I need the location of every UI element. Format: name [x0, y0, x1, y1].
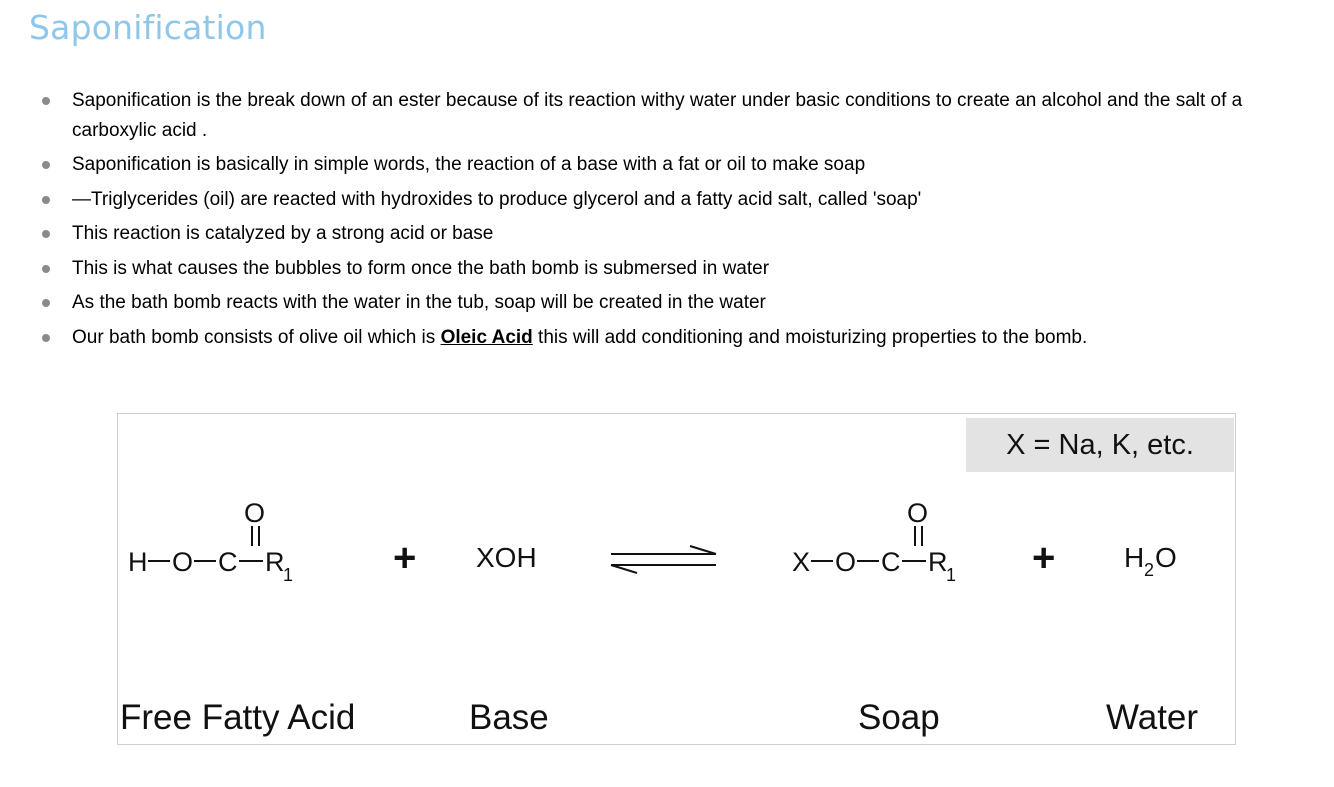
subscript: 1	[946, 565, 957, 585]
reaction-equation	[118, 414, 1237, 746]
bullet-text-after: this will add conditioning and moisturizing properties to the bomb.	[532, 326, 1088, 348]
saponification-reaction-figure	[117, 413, 1236, 745]
page-title: Saponification	[29, 8, 267, 47]
list-item	[0, 150, 1334, 180]
list-item	[0, 254, 1334, 284]
atom-x: X	[792, 547, 811, 577]
atom-o: O	[835, 547, 857, 577]
soap-structure	[792, 498, 956, 585]
bullet-dot	[42, 97, 50, 105]
bullet-dot	[42, 230, 50, 238]
label-free-fatty-acid: Free Fatty Acid	[120, 698, 356, 737]
label-soap: Soap	[858, 698, 940, 737]
list-item	[0, 185, 1334, 215]
atom-o: O	[172, 547, 194, 577]
atom-o: O	[1155, 542, 1177, 573]
atom-c: C	[881, 547, 901, 577]
base-formula: XOH	[476, 542, 537, 573]
bullet-text: —Triglycerides (oil) are reacted with hydroxides to produce glycerol and a fatty acid salt, called 'soap'	[72, 188, 922, 210]
legend-box: X = Na, K, etc.	[966, 418, 1234, 472]
label-water: Water	[1106, 698, 1199, 737]
plus-sign: +	[393, 536, 417, 580]
bullet-text-before: Our bath bomb consists of olive oil which is	[72, 326, 441, 348]
list-item	[0, 323, 1334, 353]
subscript: 1	[283, 565, 294, 585]
atom-carbonyl-o: O	[907, 498, 929, 528]
equilibrium-arrow-icon	[611, 546, 716, 573]
list-item	[0, 288, 1334, 318]
bullet-list	[0, 86, 1334, 357]
atom-carbonyl-o: O	[244, 498, 266, 528]
atom-r: R	[265, 547, 285, 577]
atom-h: H	[128, 547, 148, 577]
list-item	[0, 219, 1334, 249]
bullet-dot	[42, 299, 50, 307]
label-base: Base	[469, 698, 549, 737]
atom-c: C	[218, 547, 238, 577]
bullet-text: This reaction is catalyzed by a strong acid or base	[72, 223, 494, 244]
atom-h: H	[1124, 542, 1145, 573]
oleic-acid-link[interactable]: Oleic Acid	[440, 326, 533, 348]
bullet-dot	[42, 334, 50, 342]
bullet-dot	[42, 161, 50, 169]
subscript: 2	[1144, 560, 1155, 580]
bullet-text: Saponification is the break down of an ester because of its reaction withy water under basic conditions to create an alcohol and the salt of a carboxylic acid .	[72, 90, 1243, 141]
bullet-text: This is what causes the bubbles to form once the bath bomb is submersed in water	[72, 257, 770, 279]
atom-r: R	[928, 547, 948, 577]
bullet-text: Saponification is basically in simple words, the reaction of a base with a fat or oil to make soap	[72, 154, 866, 175]
plus-sign: +	[1032, 536, 1056, 580]
free-fatty-acid-structure	[128, 498, 293, 585]
bullet-dot	[42, 196, 50, 204]
water-formula	[1124, 542, 1177, 580]
bullet-text: As the bath bomb reacts with the water in the tub, soap will be created in the water	[72, 292, 766, 313]
bullet-dot	[42, 265, 50, 273]
list-item	[0, 86, 1334, 145]
